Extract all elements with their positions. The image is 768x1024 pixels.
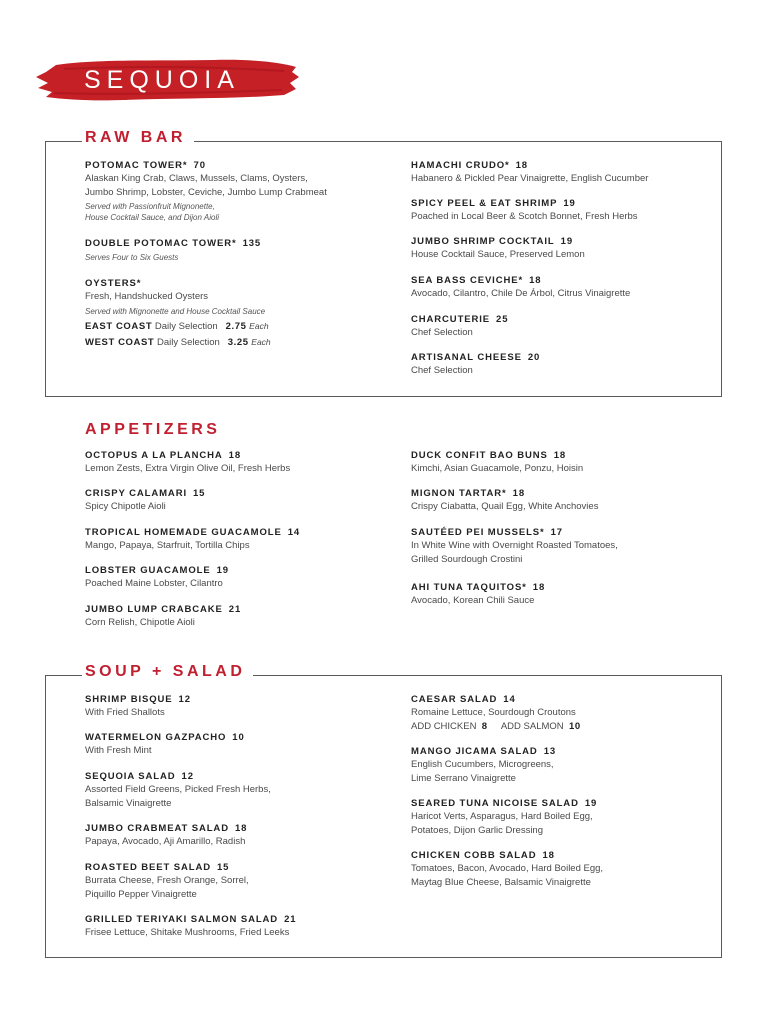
item-price: 13 — [543, 746, 557, 757]
item-name: DUCK CONFIT BAO BUNS — [411, 450, 548, 461]
item-name: ARTISANAL CHEESE — [411, 352, 522, 363]
item-description: English Cucumbers, Microgreens, — [411, 759, 554, 770]
item-price: 18 — [234, 823, 248, 834]
item-description: Frisee Lettuce, Shitake Mushrooms, Fried Leeks — [85, 927, 290, 938]
option-label: EAST COAST — [85, 320, 153, 332]
item-name-line — [85, 237, 415, 250]
item-name: SPICY PEEL & EAT SHRIMP — [411, 198, 558, 209]
option-text: Daily Selection — [156, 336, 220, 348]
item-description: Mango, Papaya, Starfruit, Tortilla Chips — [85, 540, 250, 551]
item-price: 14 — [287, 527, 301, 538]
item-description: Burrata Cheese, Fresh Orange, Sorrel, — [85, 875, 249, 886]
item-description: Haricot Verts, Asparagus, Hard Boiled Egg, — [411, 811, 593, 822]
item-description: Tomatoes, Bacon, Avocado, Hard Boiled Egg, — [411, 863, 604, 874]
item-name-line — [411, 159, 741, 172]
menu-item — [85, 861, 415, 901]
option-price: 3.25 — [227, 336, 249, 348]
item-name: POTOMAC TOWER* — [85, 160, 188, 171]
item-name: CAESAR SALAD — [411, 694, 498, 705]
item-description: Lime Serrano Vinaigrette — [411, 772, 516, 784]
item-note: Serves Four to Six Guests — [85, 253, 179, 262]
item-price: 19 — [563, 198, 576, 209]
item-name: SEARED TUNA NICOISE SALAD — [411, 798, 579, 809]
item-name-line — [85, 822, 415, 835]
item-description: Kimchi, Asian Guacamole, Ponzu, Hoisin — [411, 463, 584, 474]
item-name: WATERMELON GAZPACHO — [85, 732, 227, 743]
item-name-line — [85, 731, 415, 744]
addon-label: ADD CHICKEN — [411, 720, 477, 732]
item-price: 14 — [503, 694, 516, 705]
menu-item — [411, 745, 741, 785]
item-price: 19 — [560, 236, 574, 247]
section-raw-bar — [45, 129, 722, 397]
item-name-line — [411, 351, 741, 364]
menu-item — [85, 770, 415, 810]
item-name: JUMBO SHRIMP COCKTAIL — [411, 236, 555, 247]
item-name-line — [411, 581, 741, 594]
item-description: Crispy Ciabatta, Quail Egg, White Anchovies — [411, 501, 599, 512]
menu-item — [411, 274, 741, 301]
item-description: Fresh, Handshucked Oysters — [85, 291, 209, 302]
item-price: 10 — [232, 732, 245, 743]
menu-item — [411, 526, 741, 566]
item-note-block — [85, 201, 415, 223]
item-name: JUMBO LUMP CRABCAKE — [85, 604, 223, 615]
brand-logo — [34, 55, 300, 105]
section-soup-salad — [45, 663, 722, 959]
item-name: MANGO JICAMA SALAD — [411, 746, 538, 757]
item-description: Assorted Field Greens, Picked Fresh Herbs, — [85, 784, 271, 795]
item-name-line — [411, 235, 741, 248]
item-price: 12 — [178, 694, 191, 705]
item-name: OCTOPUS A LA PLANCHA — [85, 450, 223, 461]
item-description: Potatoes, Dijon Garlic Dressing — [411, 824, 543, 836]
menu-item — [411, 159, 741, 186]
item-note-block — [85, 252, 415, 263]
item-description: Spicy Chipotle Aioli — [85, 501, 166, 512]
item-name-line — [411, 313, 741, 326]
item-price: 18 — [512, 488, 526, 499]
item-name-line — [85, 770, 415, 783]
item-name: DOUBLE POTOMAC TOWER* — [85, 238, 237, 249]
option-label: WEST COAST — [85, 336, 155, 348]
menu-item — [411, 797, 741, 837]
addon-price: 8 — [481, 720, 488, 732]
menu-item — [85, 822, 415, 849]
item-description: Papaya, Avocado, Aji Amarillo, Radish — [85, 836, 246, 847]
item-option — [85, 320, 415, 333]
item-description: Habanero & Pickled Pear Vinaigrette, English Cucumber — [411, 173, 649, 184]
item-name-line — [85, 603, 415, 616]
menu-item — [85, 731, 415, 758]
item-description: Avocado, Korean Chili Sauce — [411, 595, 535, 606]
item-description: Grilled Sourdough Crostini — [411, 553, 523, 565]
item-description: With Fried Shallots — [85, 707, 165, 718]
item-name-line — [85, 159, 415, 172]
menu-item — [411, 849, 741, 889]
item-price: 135 — [242, 238, 262, 249]
section-title: SOUP + SALAD — [82, 663, 253, 681]
item-description: Chef Selection — [411, 365, 473, 376]
item-price: 18 — [542, 850, 555, 861]
menu-item — [85, 159, 415, 225]
item-price: 12 — [181, 771, 194, 782]
logo-text: SEQUOIA — [84, 66, 240, 94]
option-unit: Each — [249, 320, 269, 331]
item-name-line — [411, 274, 741, 287]
item-price: 19 — [584, 798, 598, 809]
item-price: 18 — [228, 450, 242, 461]
item-option — [85, 336, 415, 349]
menu-item — [411, 487, 741, 514]
item-name-line — [85, 277, 415, 290]
item-name-line — [85, 913, 415, 926]
item-name: CHICKEN COBB SALAD — [411, 850, 537, 861]
item-description: Piquillo Pepper Vinaigrette — [85, 888, 197, 900]
item-name-line — [411, 526, 741, 539]
menu-item — [411, 449, 741, 476]
item-description: Avocado, Cilantro, Chile De Árbol, Citrus Vinaigrette — [411, 288, 631, 299]
item-name: LOBSTER GUACAMOLE — [85, 565, 211, 576]
menu-item — [411, 197, 741, 224]
item-name: HAMACHI CRUDO* — [411, 160, 510, 171]
item-description: Poached in Local Beer & Scotch Bonnet, Fresh Herbs — [411, 211, 638, 222]
menu-item — [85, 603, 415, 630]
item-name: SEA BASS CEVICHE* — [411, 275, 524, 286]
item-price: 21 — [228, 604, 242, 615]
menu-item — [411, 693, 741, 733]
section-title: APPETIZERS — [82, 421, 228, 439]
item-name: CRISPY CALAMARI — [85, 488, 187, 499]
item-name-line — [85, 861, 415, 874]
item-price: 15 — [193, 488, 206, 499]
menu-item — [85, 487, 415, 514]
item-name-line — [411, 487, 741, 500]
item-name-line — [411, 849, 741, 862]
item-name-line — [85, 693, 415, 706]
menu-item — [85, 526, 415, 553]
menu-item — [411, 313, 741, 340]
section-title: RAW BAR — [82, 129, 194, 147]
item-description: Poached Maine Lobster, Cilantro — [85, 578, 223, 589]
item-name-line — [85, 526, 415, 539]
item-price: 17 — [550, 527, 563, 538]
item-name: SAUTÉED PEI MUSSELS* — [411, 527, 545, 538]
addon-label: ADD SALMON — [500, 720, 564, 732]
item-price: 18 — [553, 450, 567, 461]
option-price: 2.75 — [225, 320, 247, 332]
item-name-line — [411, 449, 741, 462]
item-price: 18 — [529, 275, 542, 286]
item-name: OYSTERS* — [85, 278, 142, 289]
item-name: SHRIMP BISQUE — [85, 694, 173, 705]
item-description: Chef Selection — [411, 327, 473, 338]
item-description: House Cocktail Sauce, Preserved Lemon — [411, 249, 585, 260]
item-addons — [411, 720, 741, 733]
option-text: Daily Selection — [154, 320, 218, 332]
item-name: MIGNON TARTAR* — [411, 488, 507, 499]
item-description: Balsamic Vinaigrette — [85, 797, 172, 809]
menu-item — [85, 564, 415, 591]
item-price: 70 — [193, 160, 206, 171]
item-name: JUMBO CRABMEAT SALAD — [85, 823, 229, 834]
item-price: 19 — [216, 565, 229, 576]
item-description: Alaskan King Crab, Claws, Mussels, Clams, Oysters, — [85, 173, 308, 184]
menu-item — [85, 277, 415, 349]
item-description: In White Wine with Overnight Roasted Tomatoes, — [411, 540, 618, 551]
menu-item — [411, 581, 741, 608]
option-unit: Each — [251, 336, 271, 347]
item-price: 15 — [216, 862, 230, 873]
item-name: SEQUOIA SALAD — [85, 771, 176, 782]
item-name: TROPICAL HOMEMADE GUACAMOLE — [85, 527, 282, 538]
section-appetizers — [45, 421, 722, 641]
item-note: House Cocktail Sauce, and Dijon Aioli — [85, 213, 219, 222]
item-name: CHARCUTERIE — [411, 314, 491, 325]
menu-item — [411, 235, 741, 262]
item-name: AHI TUNA TAQUITOS* — [411, 582, 527, 593]
item-description: With Fresh Mint — [85, 745, 152, 756]
item-description: Romaine Lettuce, Sourdough Croutons — [411, 707, 576, 718]
item-description: Lemon Zests, Extra Virgin Olive Oil, Fresh Herbs — [85, 463, 291, 474]
menu-item — [85, 449, 415, 476]
item-price: 25 — [496, 314, 509, 325]
item-name-line — [411, 197, 741, 210]
item-price: 21 — [284, 914, 297, 925]
item-name: ROASTED BEET SALAD — [85, 862, 211, 873]
item-name: GRILLED TERIYAKI SALMON SALAD — [85, 914, 279, 925]
item-price: 18 — [532, 582, 546, 593]
item-name-line — [411, 745, 741, 758]
item-price: 18 — [515, 160, 528, 171]
item-description: Maytag Blue Cheese, Balsamic Vinaigrette — [411, 876, 591, 888]
menu-item — [85, 237, 415, 265]
item-note: Served with Passionfruit Mignonette, — [85, 202, 215, 211]
menu-item — [411, 351, 741, 378]
addon-price: 10 — [568, 720, 581, 732]
item-name-line — [85, 564, 415, 577]
item-name-line — [411, 797, 741, 810]
item-name-line — [411, 693, 741, 706]
item-note: Served with Mignonette and House Cocktail Sauce — [85, 306, 266, 316]
item-note-block — [85, 306, 415, 317]
item-price: 20 — [527, 352, 541, 363]
menu-item — [85, 693, 415, 720]
menu-item — [85, 913, 415, 940]
item-description: Corn Relish, Chipotle Aioli — [85, 617, 195, 628]
item-name-line — [85, 487, 415, 500]
item-description: Jumbo Shrimp, Lobster, Ceviche, Jumbo Lump Crabmeat — [85, 186, 327, 198]
item-name-line — [85, 449, 415, 462]
